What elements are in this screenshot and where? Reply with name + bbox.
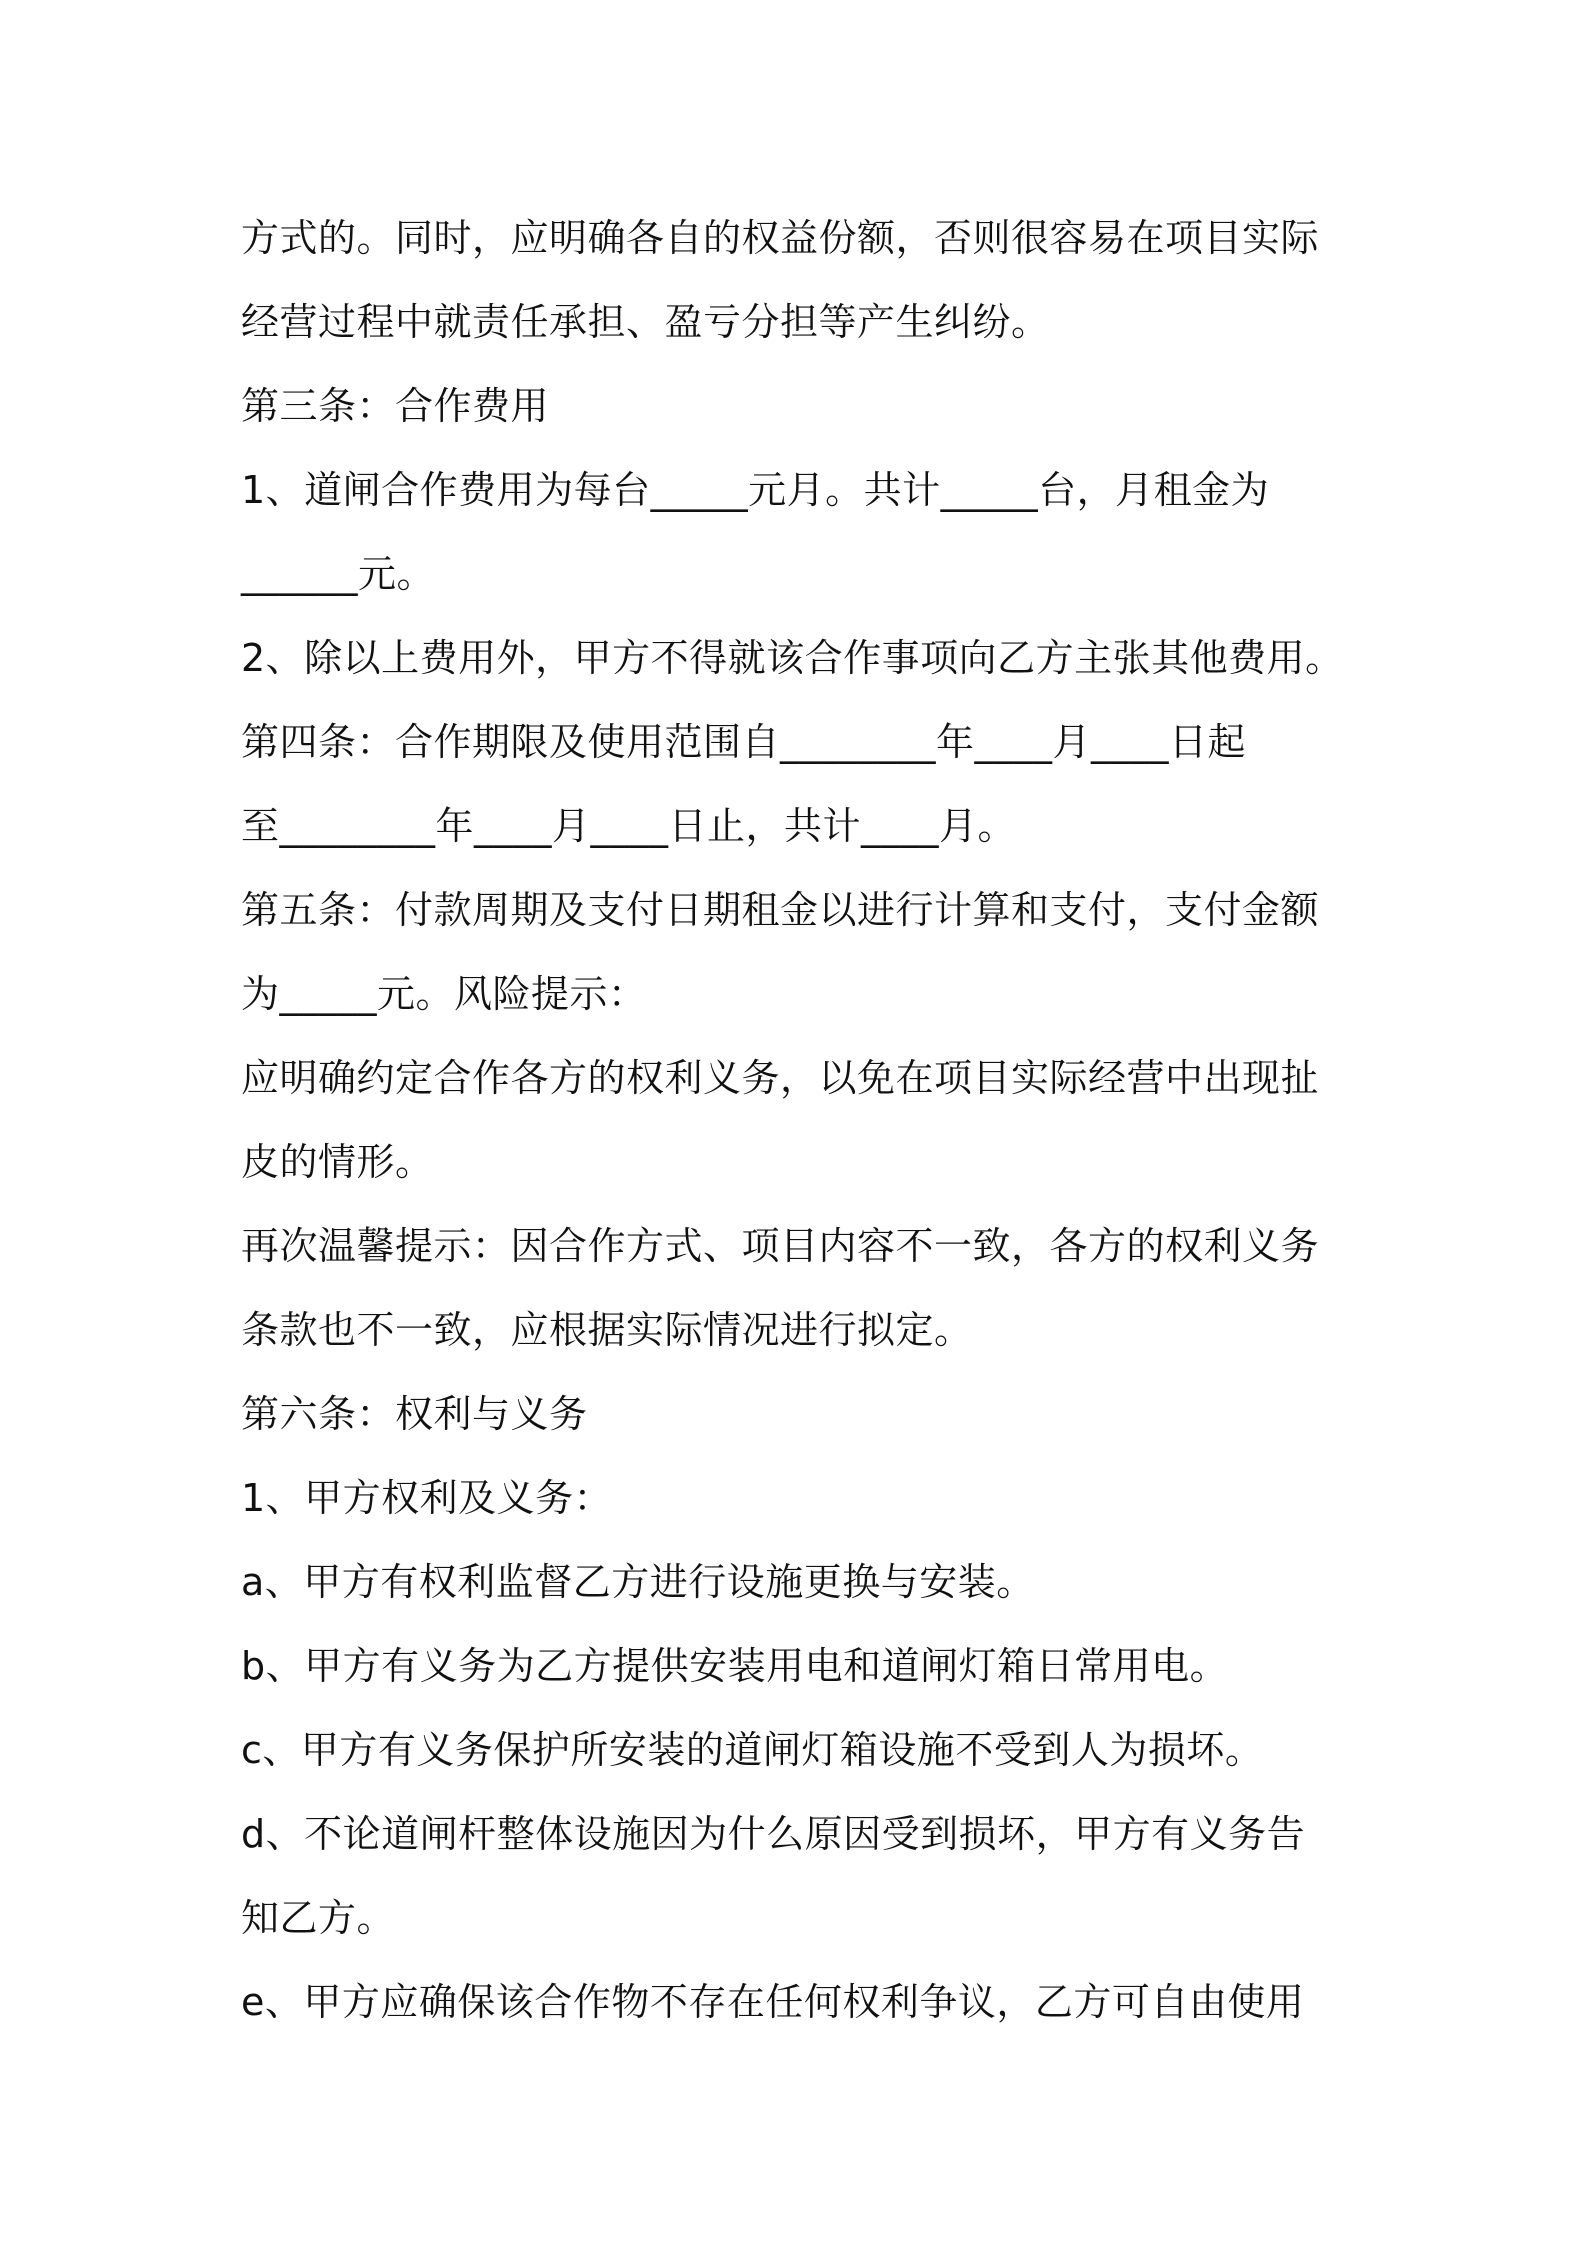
text-line: 皮的情形。 (241, 1140, 434, 1184)
text-line: 条款也不一致，应根据实际情况进行拟定。 (241, 1308, 973, 1352)
text-line: a、甲方有权利监督乙方进行设施更换与安装。 (241, 1560, 1035, 1604)
text-line: 为_____元。风险提示： (241, 972, 647, 1016)
article-3-heading: 第三条：合作费用 (241, 384, 550, 428)
text-line: 2、除以上费用外，甲方不得就该合作事项向乙方主张其他费用。 (241, 636, 1344, 680)
text-line: b、甲方有义务为乙方提供安装用电和道闸灯箱日常用电。 (241, 1644, 1229, 1688)
text-line: 1、甲方权利及义务： (241, 1476, 613, 1520)
article-5-heading: 第五条：付款周期及支付日期租金以进行计算和支付，支付金额 (241, 888, 1320, 932)
text-line: 1、道闸合作费用为每台_____元月。共计_____台，月租金为 (241, 468, 1270, 512)
text-line: 方式的。同时，应明确各自的权益份额，否则很容易在项目实际 (241, 216, 1320, 260)
text-line: 经营过程中就责任承担、盈亏分担等产生纠纷。 (241, 300, 1050, 344)
text-line: 知乙方。 (241, 1896, 396, 1940)
text-line: 再次温馨提示：因合作方式、项目内容不一致，各方的权利义务 (241, 1224, 1320, 1268)
text-line: 应明确约定合作各方的权利义务，以免在项目实际经营中出现扯 (241, 1056, 1320, 1100)
article-4-heading: 第四条：合作期限及使用范围自________年____月____日起 (241, 720, 1247, 764)
text-line: c、甲方有义务保护所安装的道闸灯箱设施不受到人为损坏。 (241, 1728, 1264, 1772)
text-line: e、甲方应确保该合作物不存在任何权利争议，乙方可自由使用 (241, 1980, 1305, 2024)
text-line: 至________年____月____日止，共计____月。 (241, 804, 1017, 848)
document-body (241, 196, 1366, 2044)
article-6-heading: 第六条：权利与义务 (241, 1392, 588, 1436)
text-line: d、不论道闸杆整体设施因为什么原因受到损坏，甲方有义务告 (241, 1812, 1306, 1856)
text-line: ______元。 (241, 552, 436, 596)
